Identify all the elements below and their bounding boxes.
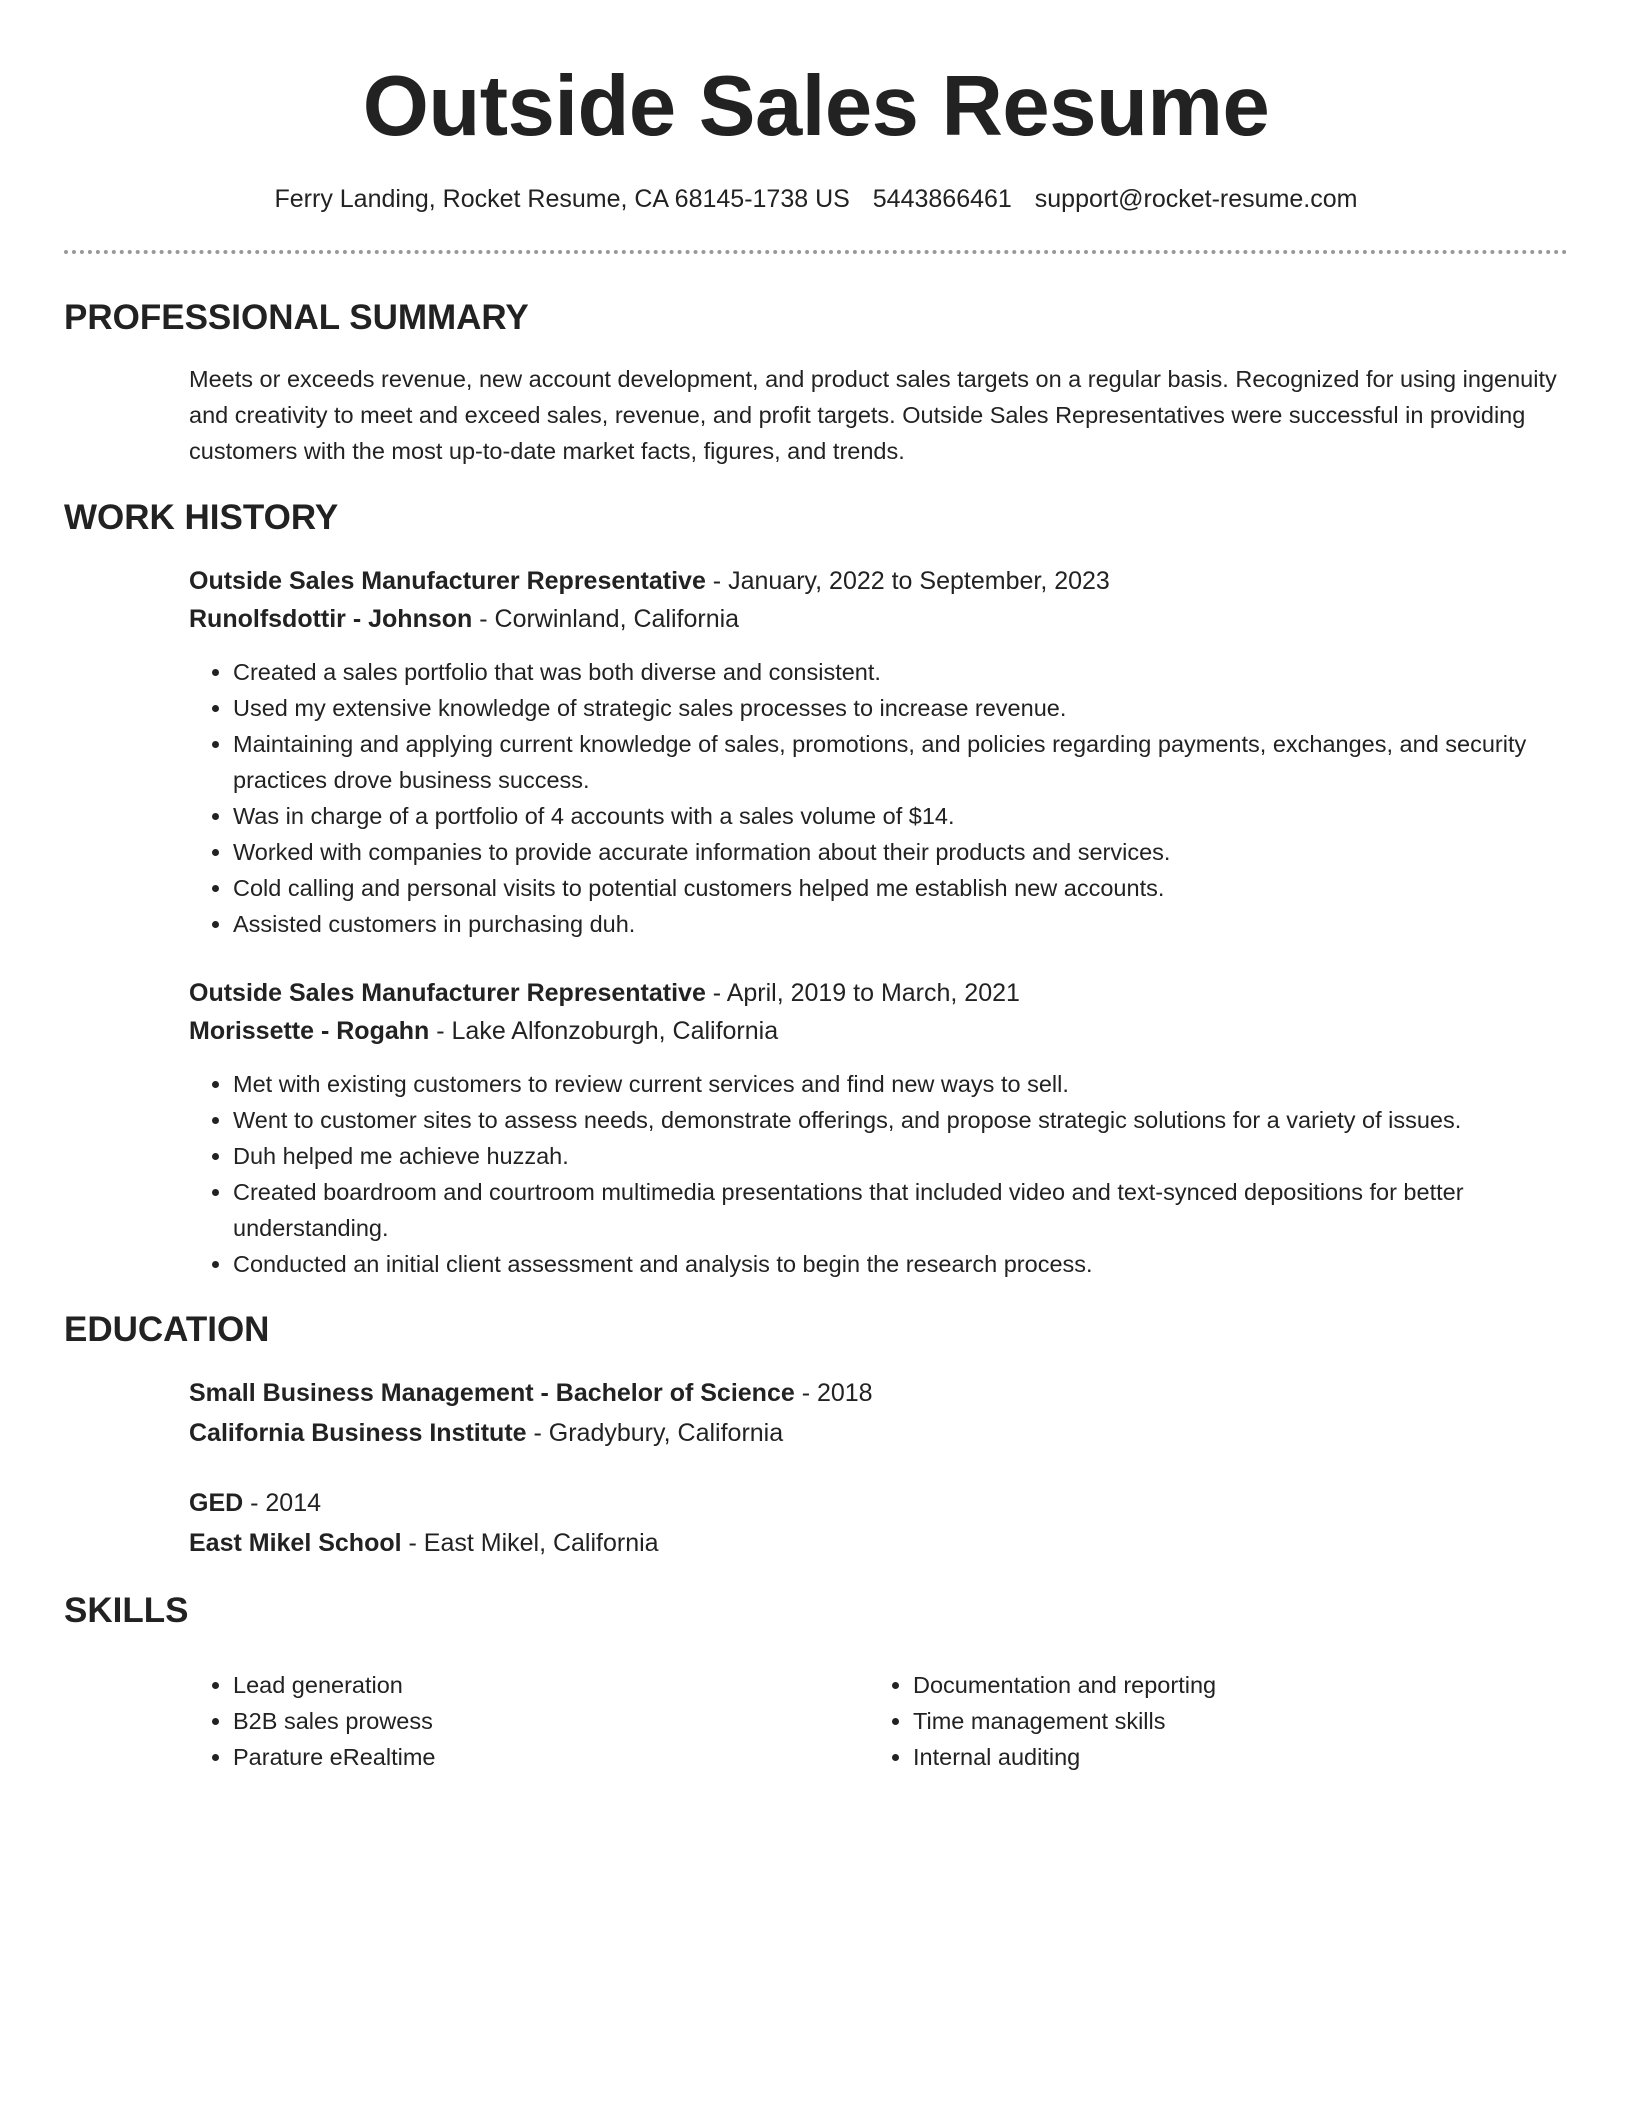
job-company: Morissette - Rogahn — [189, 1017, 430, 1045]
education-degree-line — [189, 1374, 1569, 1412]
education-year: - 2014 — [243, 1489, 322, 1517]
education-school-line — [189, 1524, 1569, 1562]
education-degree-line — [189, 1484, 1569, 1522]
skills-column-left — [189, 1667, 873, 1775]
section-heading-skills: SKILLS — [64, 1591, 189, 1630]
job-company-line — [189, 600, 1569, 638]
section-heading-work: WORK HISTORY — [64, 498, 339, 537]
job-dates: - April, 2019 to March, 2021 — [705, 979, 1020, 1007]
education-degree: GED — [189, 1489, 244, 1517]
education-location: - Gradybury, California — [526, 1419, 784, 1447]
skill-item: • Lead generation — [233, 1667, 873, 1703]
summary-block — [189, 361, 1569, 469]
section-heading-education: EDUCATION — [64, 1310, 270, 1349]
contact-email: support@rocket-resume.com — [1034, 185, 1358, 213]
job-company: Runolfsdottir - Johnson — [189, 605, 473, 633]
skill-item: • Time management skills — [913, 1703, 1553, 1739]
list-item: • Conducted an initial client assessment and analysis to begin the research process. — [233, 1246, 1569, 1282]
education-entry — [189, 1484, 1569, 1562]
job-title-line — [189, 562, 1569, 600]
contact-phone: 5443866461 — [872, 185, 1012, 213]
education-degree: Small Business Management - Bachelor of Science — [189, 1379, 795, 1407]
job-bullets — [189, 654, 1569, 942]
section-heading-summary: PROFESSIONAL SUMMARY — [64, 298, 529, 337]
job-entry — [189, 974, 1569, 1282]
resume-title: Outside Sales Resume — [362, 59, 1270, 154]
education-school: East Mikel School — [189, 1529, 402, 1557]
list-item: • Met with existing customers to review current services and find new ways to sell. — [233, 1066, 1569, 1102]
header-divider — [64, 250, 1568, 254]
job-title: Outside Sales Manufacturer Representative — [189, 979, 706, 1007]
job-bullets — [189, 1066, 1569, 1282]
skill-item: • Documentation and reporting — [913, 1667, 1553, 1703]
list-item: • Cold calling and personal visits to potential customers helped me establish new accounts. — [233, 870, 1569, 906]
list-item: • Created a sales portfolio that was both diverse and consistent. — [233, 654, 1569, 690]
skills-column-right — [869, 1667, 1553, 1775]
list-item: • Went to customer sites to assess needs, demonstrate offerings, and propose strategic solutions for a variety of issues. — [233, 1102, 1569, 1138]
skill-item: • B2B sales prowess — [233, 1703, 873, 1739]
list-item: • Assisted customers in purchasing duh. — [233, 906, 1569, 942]
education-location: - East Mikel, California — [401, 1529, 659, 1557]
job-location: - Lake Alfonzoburgh, California — [429, 1017, 779, 1045]
education-school: California Business Institute — [189, 1419, 527, 1447]
education-school-line — [189, 1414, 1569, 1452]
list-item: • Worked with companies to provide accurate information about their products and services. — [233, 834, 1569, 870]
skill-item: • Internal auditing — [913, 1739, 1553, 1775]
job-title: Outside Sales Manufacturer Representative — [189, 567, 706, 595]
education-entry — [189, 1374, 1569, 1452]
summary-text: Meets or exceeds revenue, new account development, and product sales targets on a regular basis. Recognized for using ingenuity and creativity to meet and exceed sales, revenue, and profit targets. Outside Sales Representatives were successful in providing customers with the most up-to-date market facts, figures, and trends. — [189, 366, 1557, 464]
job-company-line — [189, 1012, 1569, 1050]
job-entry — [189, 562, 1569, 942]
job-title-line — [189, 974, 1569, 1012]
list-item: • Created boardroom and courtroom multimedia presentations that included video and text-synced depositions for better understanding. — [233, 1174, 1569, 1246]
list-item: • Was in charge of a portfolio of 4 accounts with a sales volume of $14. — [233, 798, 1569, 834]
job-dates: - January, 2022 to September, 2023 — [705, 567, 1110, 595]
job-location: - Corwinland, California — [472, 605, 740, 633]
list-item: • Maintaining and applying current knowledge of sales, promotions, and policies regarding payments, exchanges, and security practices drove business success. — [233, 726, 1569, 798]
skill-item: • Parature eRealtime — [233, 1739, 873, 1775]
contact-address: Ferry Landing, Rocket Resume, CA 68145-1738 US — [274, 185, 850, 213]
list-item: • Duh helped me achieve huzzah. — [233, 1138, 1569, 1174]
education-year: - 2018 — [794, 1379, 873, 1407]
contact-line — [0, 181, 1632, 217]
list-item: • Used my extensive knowledge of strategic sales processes to increase revenue. — [233, 690, 1569, 726]
